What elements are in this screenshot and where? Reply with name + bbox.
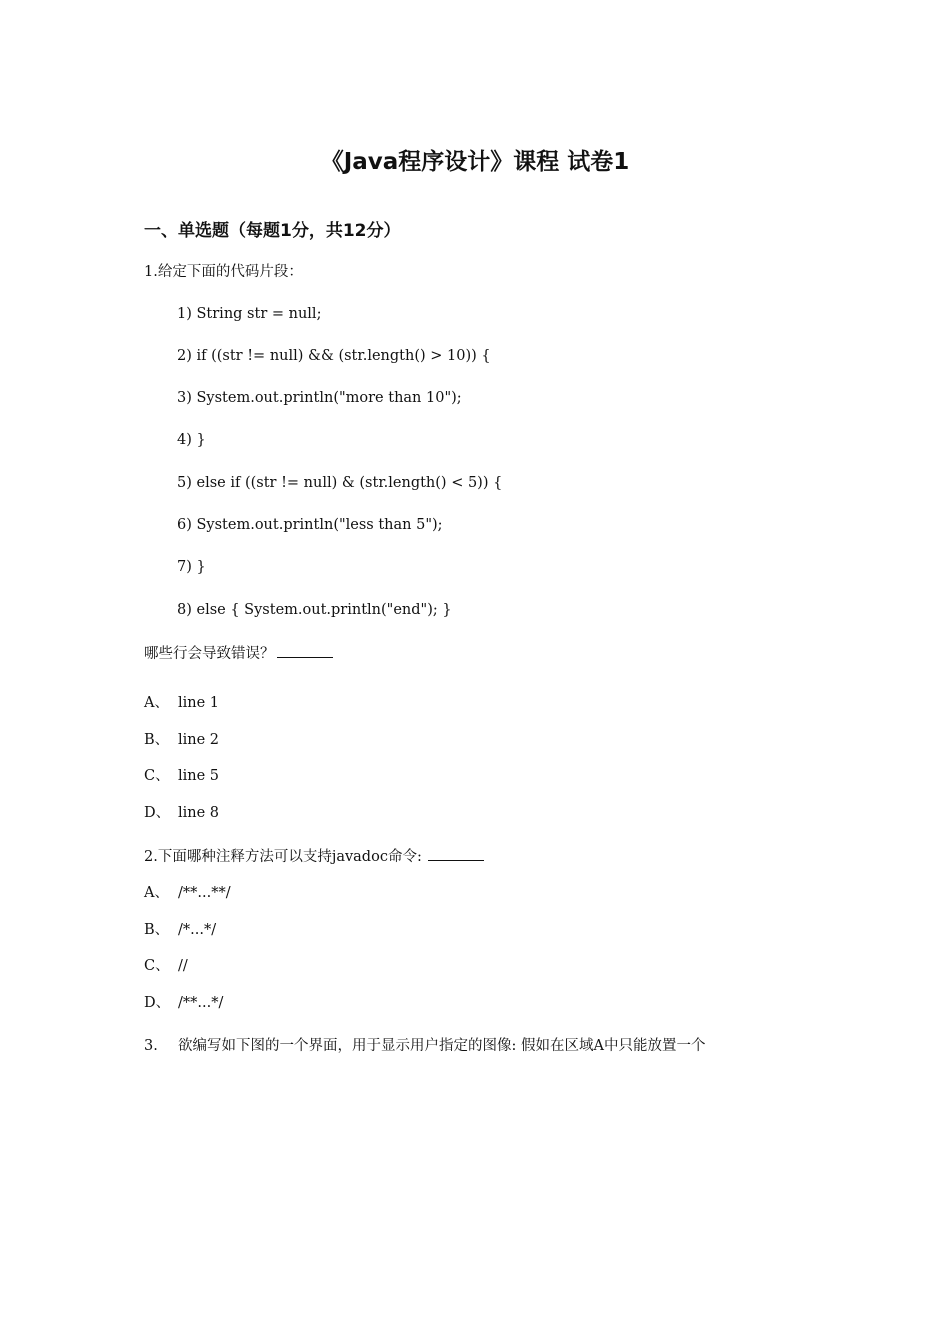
code-line-4: 4) } (177, 432, 206, 448)
code-line-7: 7) } (177, 559, 206, 575)
option-text: /**...**/ (178, 885, 231, 901)
option-letter: A、 (144, 695, 169, 711)
question-3-prompt-text: 欲编写如下图的一个界面，用于显示用户指定的图像: 假如在区域A中只能放置一个 (178, 1038, 706, 1054)
option-c (144, 956, 188, 976)
code-line-5: 5) else if ((str != null) & (str.length() < 5)) { (177, 475, 503, 491)
section-heading: 一、单选题（每题1分，共12分） (144, 221, 401, 241)
option-text: line 5 (178, 768, 220, 784)
code-line-6: 6) System.out.println("less than 5"); (177, 517, 443, 533)
code-line-2: 2) if ((str != null) && (str.length() > 10)) { (177, 348, 491, 364)
question-3-number: 3. (144, 1038, 158, 1054)
answer-blank (428, 846, 484, 861)
option-text: /**...*/ (178, 995, 224, 1011)
answer-blank (277, 643, 333, 658)
code-line-8: 8) else { System.out.println("end"); } (177, 602, 452, 618)
question-3-prompt (144, 1036, 705, 1056)
option-text: line 1 (178, 695, 220, 711)
question-2-prompt-text: 2.下面哪种注释方法可以支持javadoc命令: (144, 849, 422, 865)
option-d (144, 993, 223, 1013)
option-b (144, 920, 216, 940)
option-letter: C、 (144, 958, 170, 974)
option-text: line 8 (178, 805, 220, 821)
code-line-1: 1) String str = null; (177, 306, 322, 322)
option-a (144, 693, 219, 713)
question-1-question-text: 哪些行会导致错误？ (144, 646, 275, 662)
option-text: line 2 (178, 732, 220, 748)
question-1-prompt: 1.给定下面的代码片段： (144, 264, 303, 280)
option-a (144, 883, 231, 903)
option-letter: D、 (144, 995, 171, 1011)
option-d (144, 803, 219, 823)
code-line-3: 3) System.out.println("more than 10"); (177, 390, 462, 406)
option-letter: B、 (144, 732, 170, 748)
option-letter: B、 (144, 922, 170, 938)
exam-title: 《Java程序设计》课程 试卷1 (320, 149, 630, 175)
question-1-question (144, 643, 333, 664)
question-2-prompt (144, 846, 484, 867)
option-b (144, 730, 219, 750)
option-c (144, 766, 219, 786)
option-text: /*...*/ (178, 922, 217, 938)
option-letter: C、 (144, 768, 170, 784)
option-text: // (178, 958, 188, 974)
option-letter: D、 (144, 805, 171, 821)
option-letter: A、 (144, 885, 169, 901)
